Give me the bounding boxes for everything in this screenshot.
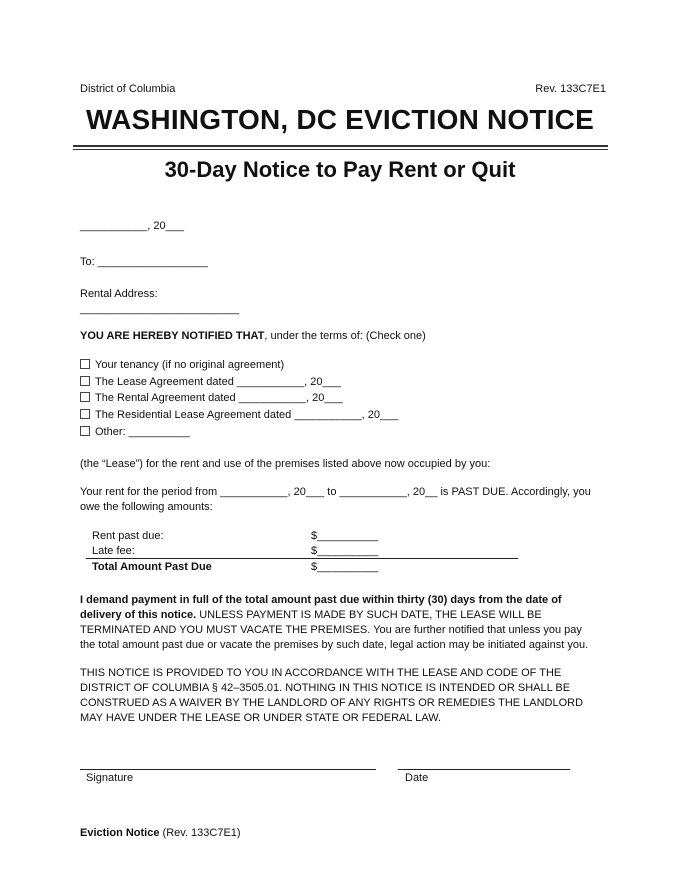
option-label: The Rental Agreement dated ___________, 20___ bbox=[95, 392, 343, 404]
document-title: WASHINGTON, DC EVICTION NOTICE bbox=[86, 104, 594, 135]
option-row[interactable] bbox=[80, 376, 341, 388]
amount-field-late-fee[interactable]: $__________ bbox=[311, 545, 379, 557]
amount-field-total[interactable]: $__________ bbox=[311, 561, 379, 573]
demand-bold: I demand payment in full of the total amount past due within thirty (30) days from the date of delivery of this notice. bbox=[80, 594, 562, 621]
checkbox[interactable] bbox=[80, 359, 90, 369]
rental-address-label: Rental Address: bbox=[80, 288, 158, 300]
amount-label-late-fee: Late fee: bbox=[92, 545, 135, 557]
option-label: Your tenancy (if no original agreement) bbox=[95, 359, 285, 371]
revision-label: Rev. 133C7E1 bbox=[535, 83, 606, 95]
date-label: Date bbox=[405, 772, 429, 784]
total-divider bbox=[86, 558, 518, 559]
footer bbox=[80, 827, 241, 839]
checkbox[interactable] bbox=[80, 426, 90, 436]
date-field[interactable]: ___________, 20___ bbox=[80, 220, 184, 232]
option-row[interactable] bbox=[80, 426, 190, 438]
title-divider-thick bbox=[73, 145, 608, 147]
rent-period-line1: Your rent for the period from ___________, 20___ to ___________, 20__ is PAST DUE. Accordingly, you bbox=[80, 486, 591, 498]
date-signature-line[interactable] bbox=[398, 769, 570, 770]
demand-paragraph bbox=[80, 593, 600, 653]
footer-rest: (Rev. 133C7E1) bbox=[159, 827, 241, 839]
checkbox[interactable] bbox=[80, 392, 90, 402]
jurisdiction-label: District of Columbia bbox=[80, 83, 176, 95]
checkbox[interactable] bbox=[80, 376, 90, 386]
checkbox[interactable] bbox=[80, 409, 90, 419]
amount-label-total: Total Amount Past Due bbox=[92, 561, 212, 573]
signature-label: Signature bbox=[86, 772, 134, 784]
amount-label-rent: Rent past due: bbox=[92, 530, 164, 542]
rent-period-line2: owe the following amounts: bbox=[80, 501, 213, 513]
lease-statement: (the “Lease”) for the rent and use of the premises listed above now occupied by you: bbox=[80, 458, 491, 470]
document-subtitle: 30-Day Notice to Pay Rent or Quit bbox=[164, 157, 516, 182]
option-row[interactable] bbox=[80, 392, 343, 404]
notice-heading bbox=[80, 330, 426, 342]
option-label: The Residential Lease Agreement dated ___________, 20___ bbox=[95, 409, 399, 421]
option-label: Other: __________ bbox=[95, 426, 190, 438]
notice-heading-bold: YOU ARE HEREBY NOTIFIED THAT bbox=[80, 330, 265, 342]
option-label: The Lease Agreement dated ___________, 20___ bbox=[95, 376, 341, 388]
rental-address-field[interactable]: __________________________ bbox=[80, 303, 240, 315]
option-row[interactable] bbox=[80, 359, 284, 371]
to-field[interactable]: To: __________________ bbox=[80, 256, 208, 268]
amount-field-rent[interactable]: $__________ bbox=[311, 530, 379, 542]
title-divider-thin bbox=[73, 149, 608, 150]
notice-heading-rest: , under the terms of: (Check one) bbox=[264, 330, 426, 342]
option-row[interactable] bbox=[80, 409, 398, 421]
demand-rest: UNLESS PAYMENT IS MADE BY SUCH DATE, THE LEASE WILL BE TERMINATED AND YOU MUST VACATE THE PREMISES. You are further notified that unless you pay the total amount past due or vacate the premises by such date, legal action may be initiated against you. bbox=[80, 609, 589, 651]
footer-bold: Eviction Notice bbox=[80, 827, 160, 839]
legal-notice-paragraph: THIS NOTICE IS PROVIDED TO YOU IN ACCORDANCE WITH THE LEASE AND CODE OF THE DISTRICT OF COLUMBIA § 42–3505.01. NOTHING IN THIS NOTICE IS INTENDED OR SHALL BE CONSTRUED AS A WAIVER BY THE LANDLORD OF ANY RIGHTS OR REMEDIES THE LANDLORD MAY HAVE UNDER THE LEASE OR UNDER STATE OR FEDERAL LAW. bbox=[80, 667, 584, 724]
signature-line[interactable] bbox=[80, 769, 376, 770]
